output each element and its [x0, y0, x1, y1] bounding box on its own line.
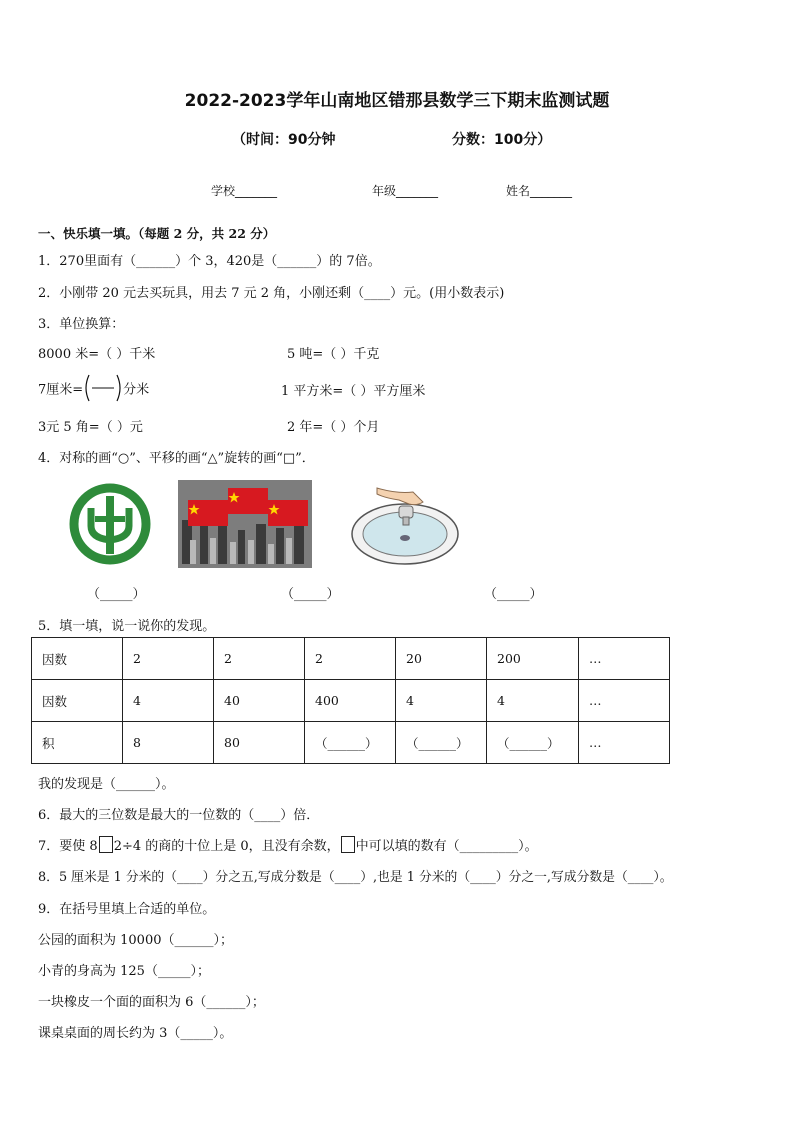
flags-crowd-image — [178, 480, 312, 568]
question-3a: 8000 米=（ ）千米 — [38, 347, 156, 362]
q4-blank-2[interactable]: （_____） — [281, 587, 340, 602]
answer-blank[interactable]: （______） — [487, 722, 579, 764]
question-9d: 课桌桌面的周长约为 3（_____）。 — [38, 1026, 233, 1041]
table-cell: 因数 — [32, 680, 123, 722]
question-3d: 1 平方米=（ ）平方厘米 — [281, 384, 426, 399]
question-6: 6．最大的三位数是最大的一位数的（____）倍． — [38, 808, 320, 823]
answer-blank[interactable]: （______） — [396, 722, 487, 764]
question-5-stem: 5．填一填，说一说你的发现。 — [38, 619, 216, 634]
table-cell: … — [579, 680, 670, 722]
table-row — [32, 722, 670, 764]
question-9a: 公园的面积为 10000（______）； — [38, 933, 233, 948]
table-cell: 2 — [123, 638, 214, 680]
table-cell: 40 — [214, 680, 305, 722]
exam-score: 分数：100分） — [452, 132, 552, 148]
table-cell: 4 — [123, 680, 214, 722]
name-field[interactable]: 姓名_______ — [506, 184, 573, 198]
table-cell: 400 — [305, 680, 396, 722]
table-cell: 8 — [123, 722, 214, 764]
school-field[interactable]: 学校_______ — [211, 184, 278, 198]
question-1: 1．270里面有（______）个 3，420是（______）的 7倍。 — [38, 254, 381, 269]
table-cell: … — [579, 638, 670, 680]
question-7-part-a: 7．要使 8 — [38, 839, 98, 854]
question-3c-prefix: 7厘米= — [38, 382, 84, 398]
question-7-part-c: 中可以填的数有（_________）。 — [355, 839, 538, 854]
q4-blank-3[interactable]: （_____） — [484, 587, 543, 602]
question-5-finding: 我的发现是（______）。 — [38, 777, 175, 792]
washbasin-tap-image — [345, 480, 461, 568]
digit-box-icon — [99, 836, 113, 853]
table-cell: … — [579, 722, 670, 764]
question-3-stem: 3．单位换算： — [38, 317, 125, 332]
bank-logo-icon — [63, 482, 158, 566]
q4-blank-1[interactable]: （_____） — [87, 587, 146, 602]
grade-field[interactable]: 年级_______ — [372, 184, 439, 198]
factor-product-table — [31, 637, 670, 764]
question-3c — [38, 373, 149, 403]
table-cell: 2 — [214, 638, 305, 680]
table-cell: 4 — [396, 680, 487, 722]
question-3e: 3元 5 角=（ ）元 — [38, 420, 143, 435]
section-heading: 一、快乐填一填。（每题 2 分，共 22 分） — [38, 226, 276, 241]
question-7-part-b: 2÷4 的商的十位上是 0，且没有余数， — [113, 839, 340, 854]
question-4-stem: 4．对称的画“○”、平移的画“△”旋转的画“□”． — [38, 451, 315, 466]
question-7 — [38, 835, 538, 854]
table-cell: 2 — [305, 638, 396, 680]
page-title: 2022-2023学年山南地区错那县数学三下期末监测试题 — [184, 91, 610, 111]
table-cell: 积 — [32, 722, 123, 764]
question-9b: 小青的身高为 125（_____）； — [38, 964, 210, 979]
table-row — [32, 638, 670, 680]
answer-blank[interactable]: （______） — [305, 722, 396, 764]
question-3c-suffix: 分米 — [123, 382, 150, 398]
table-cell: 80 — [214, 722, 305, 764]
table-cell: 200 — [487, 638, 579, 680]
table-cell: 20 — [396, 638, 487, 680]
question-2: 2．小刚带 20 元去买玩具，用去 7 元 2 角，小刚还剩（____）元。(用小数表示) — [38, 286, 505, 301]
question-9-stem: 9．在括号里填上合适的单位。 — [38, 902, 216, 917]
table-row — [32, 680, 670, 722]
digit-box-icon — [341, 836, 355, 853]
question-3b: 5 吨=（ ）千克 — [287, 347, 380, 362]
question-3f: 2 年=（ ）个月 — [287, 420, 380, 435]
question-8: 8．5 厘米是 1 分米的（____）分之五,写成分数是（____）,也是 1 分米的（____）分之一,写成分数是（____）。 — [38, 870, 673, 885]
exam-time: （时间：90分钟 — [232, 132, 336, 148]
table-cell: 4 — [487, 680, 579, 722]
fraction-blank-icon — [83, 373, 123, 403]
table-cell: 因数 — [32, 638, 123, 680]
question-9c: 一块橡皮一个面的面积为 6（______）； — [38, 995, 265, 1010]
